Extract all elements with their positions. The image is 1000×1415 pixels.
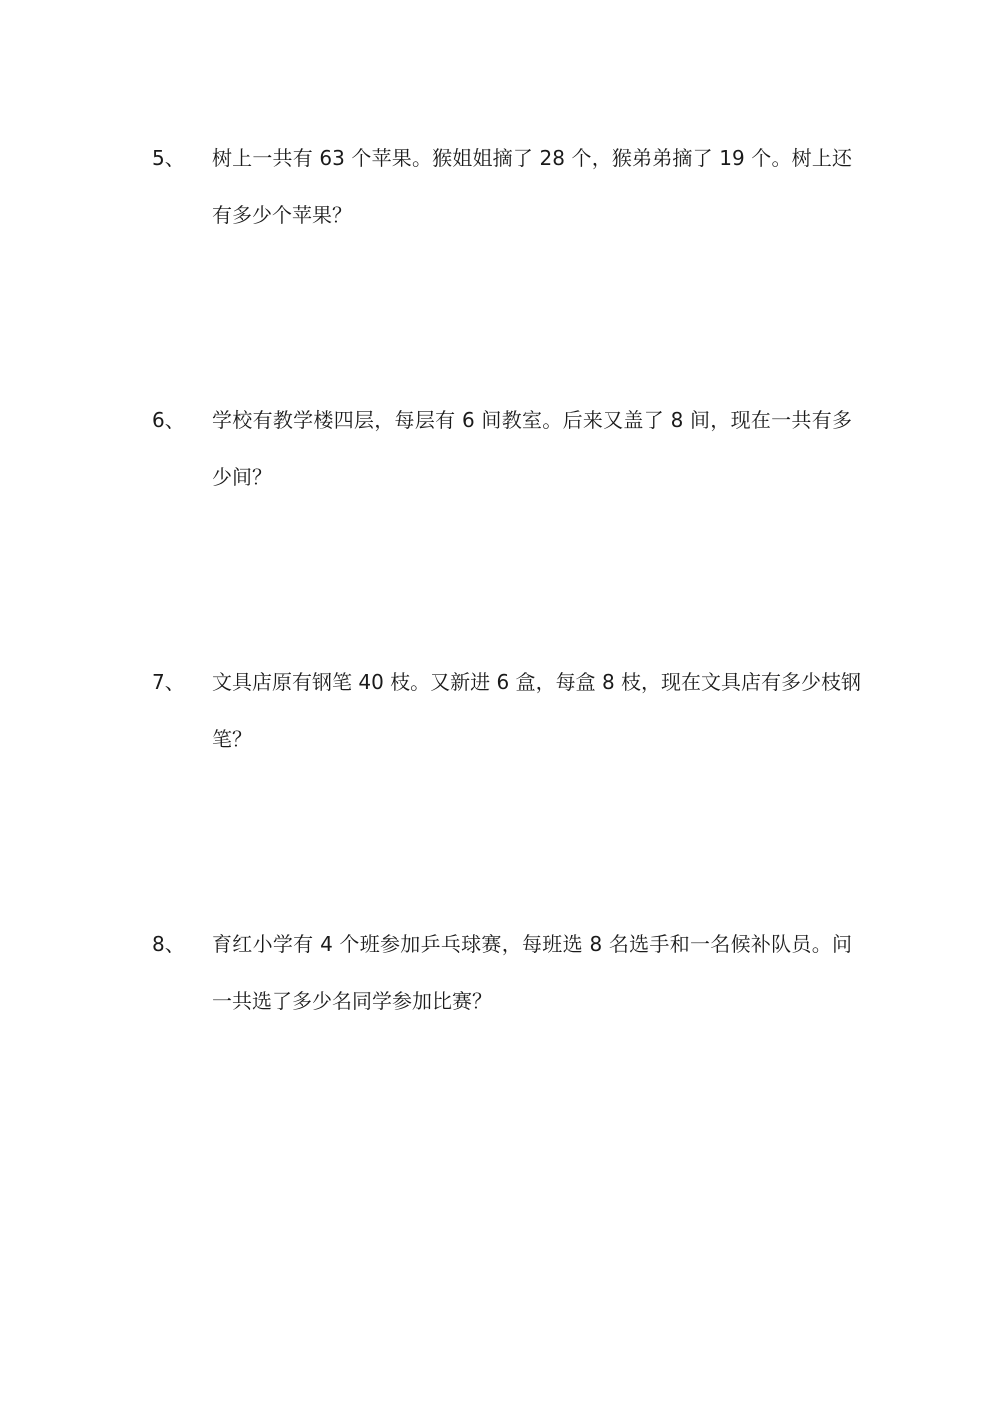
problem-number: 5、 bbox=[152, 146, 185, 170]
problem-number: 6、 bbox=[152, 408, 185, 432]
problem-text-line-1: 学校有教学楼四层，每层有 6 间教室。后来又盖了 8 间，现在一共有多 bbox=[212, 408, 852, 432]
problem-text-line-2: 少间？ bbox=[212, 465, 272, 489]
problem-text-line-1: 树上一共有 63 个苹果。猴姐姐摘了 28 个，猴弟弟摘了 19 个。树上还 bbox=[212, 146, 852, 170]
problem-number: 8、 bbox=[152, 932, 185, 956]
problem-text-line-2: 有多少个苹果？ bbox=[212, 203, 352, 227]
problem-text-line-2: 一共选了多少名同学参加比赛？ bbox=[212, 989, 492, 1013]
problem-number: 7、 bbox=[152, 670, 185, 694]
problem-text-line-2: 笔？ bbox=[212, 727, 252, 751]
problem-text-line-1: 文具店原有钢笔 40 枝。又新进 6 盒，每盒 8 枝，现在文具店有多少枝钢 bbox=[212, 670, 862, 694]
problem-text-line-1: 育红小学有 4 个班参加乒乓球赛，每班选 8 名选手和一名候补队员。问 bbox=[212, 932, 852, 956]
